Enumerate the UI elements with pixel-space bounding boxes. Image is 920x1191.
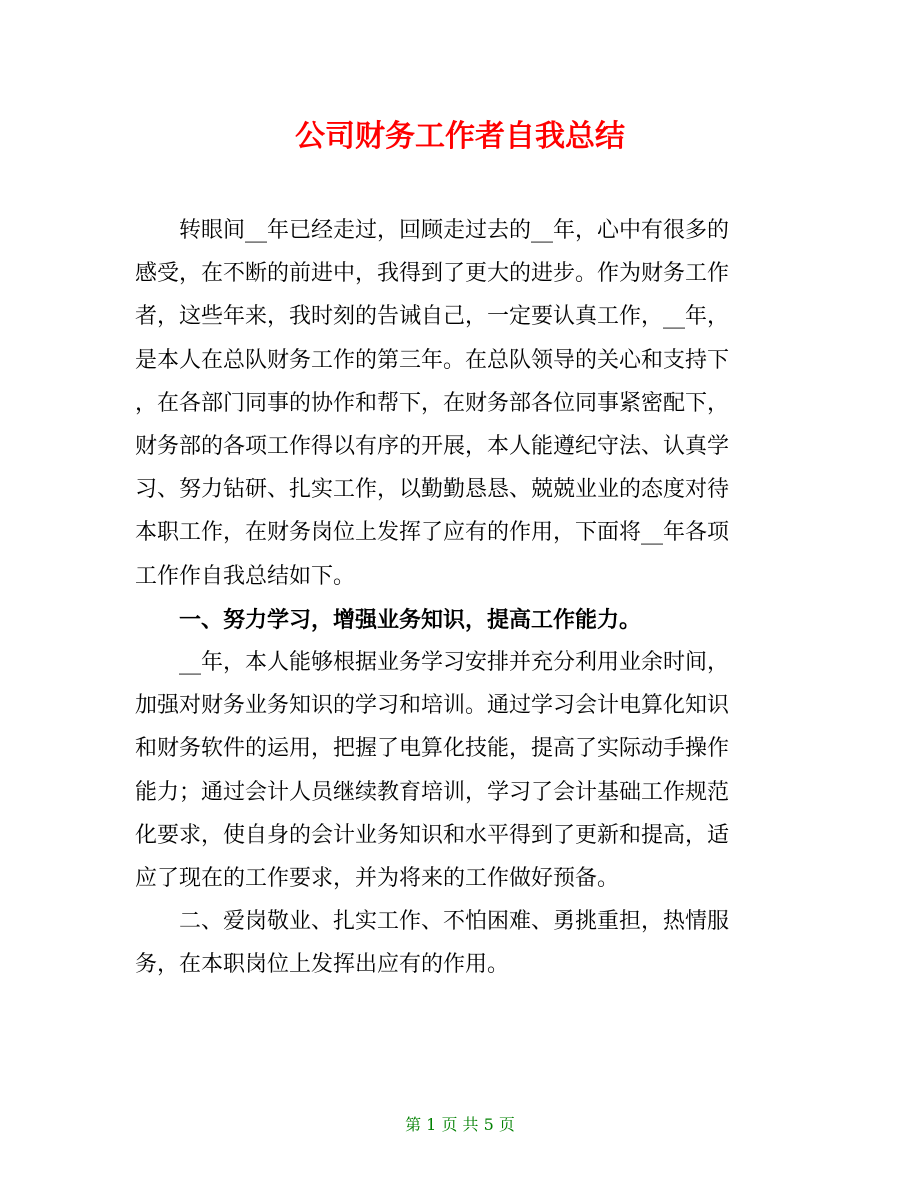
paragraph-line: 感受，在不断的前进中，我得到了更大的进步。作为财务工作	[135, 261, 730, 287]
paragraph-line: 二、爱岗敬业、扎实工作、不怕困难、勇挑重担，热情服	[135, 909, 730, 935]
paragraph-line: __年，本人能够根据业务学习安排并充分利用业余时间，	[135, 650, 730, 675]
paragraph-line: 化要求，使自身的会计业务知识和水平得到了更新和提高，适	[135, 822, 730, 848]
paragraph-line: 本职工作，在财务岗位上发挥了应有的作用，下面将__年各项	[135, 520, 730, 546]
document-title: 公司财务工作者自我总结	[295, 119, 625, 154]
paragraph-line: 能力；通过会计人员继续教育培训，学习了会计基础工作规范	[135, 779, 730, 805]
paragraph-line: 和财务软件的运用，把握了电算化技能，提高了实际动手操作	[135, 736, 730, 762]
paragraph-line: 是本人在总队财务工作的第三年。在总队领导的关心和支持下	[135, 347, 730, 373]
paragraph-line: 者，这些年来，我时刻的告诫自己，一定要认真工作，__年，	[135, 304, 730, 330]
paragraph-line: 财务部的各项工作得以有序的开展，本人能遵纪守法、认真学	[135, 434, 730, 459]
paragraph-line: 应了现在的工作要求，并为将来的工作做好预备。	[135, 866, 620, 891]
paragraph-line: 务，在本职岗位上发挥出应有的作用。	[135, 952, 510, 978]
section-heading: 一、努力学习，增强业务知识，提高工作能力。	[135, 606, 642, 633]
paragraph-line: ，在各部门同事的协作和帮下，在财务部各位同事紧密配下，	[135, 390, 730, 416]
paragraph-line: 工作作自我总结如下。	[135, 563, 356, 589]
paragraph-line: 习、努力钻研、扎实工作，以勤勤恳恳、兢兢业业的态度对待	[135, 477, 730, 503]
page-number-footer: 第 1 页 共 5 页	[405, 1115, 515, 1134]
paragraph-line: 转眼间__年已经走过，回顾走过去的__年，心中有很多的	[135, 218, 730, 243]
paragraph-line: 加强对财务业务知识的学习和培训。通过学习会计电算化知识	[135, 693, 730, 719]
